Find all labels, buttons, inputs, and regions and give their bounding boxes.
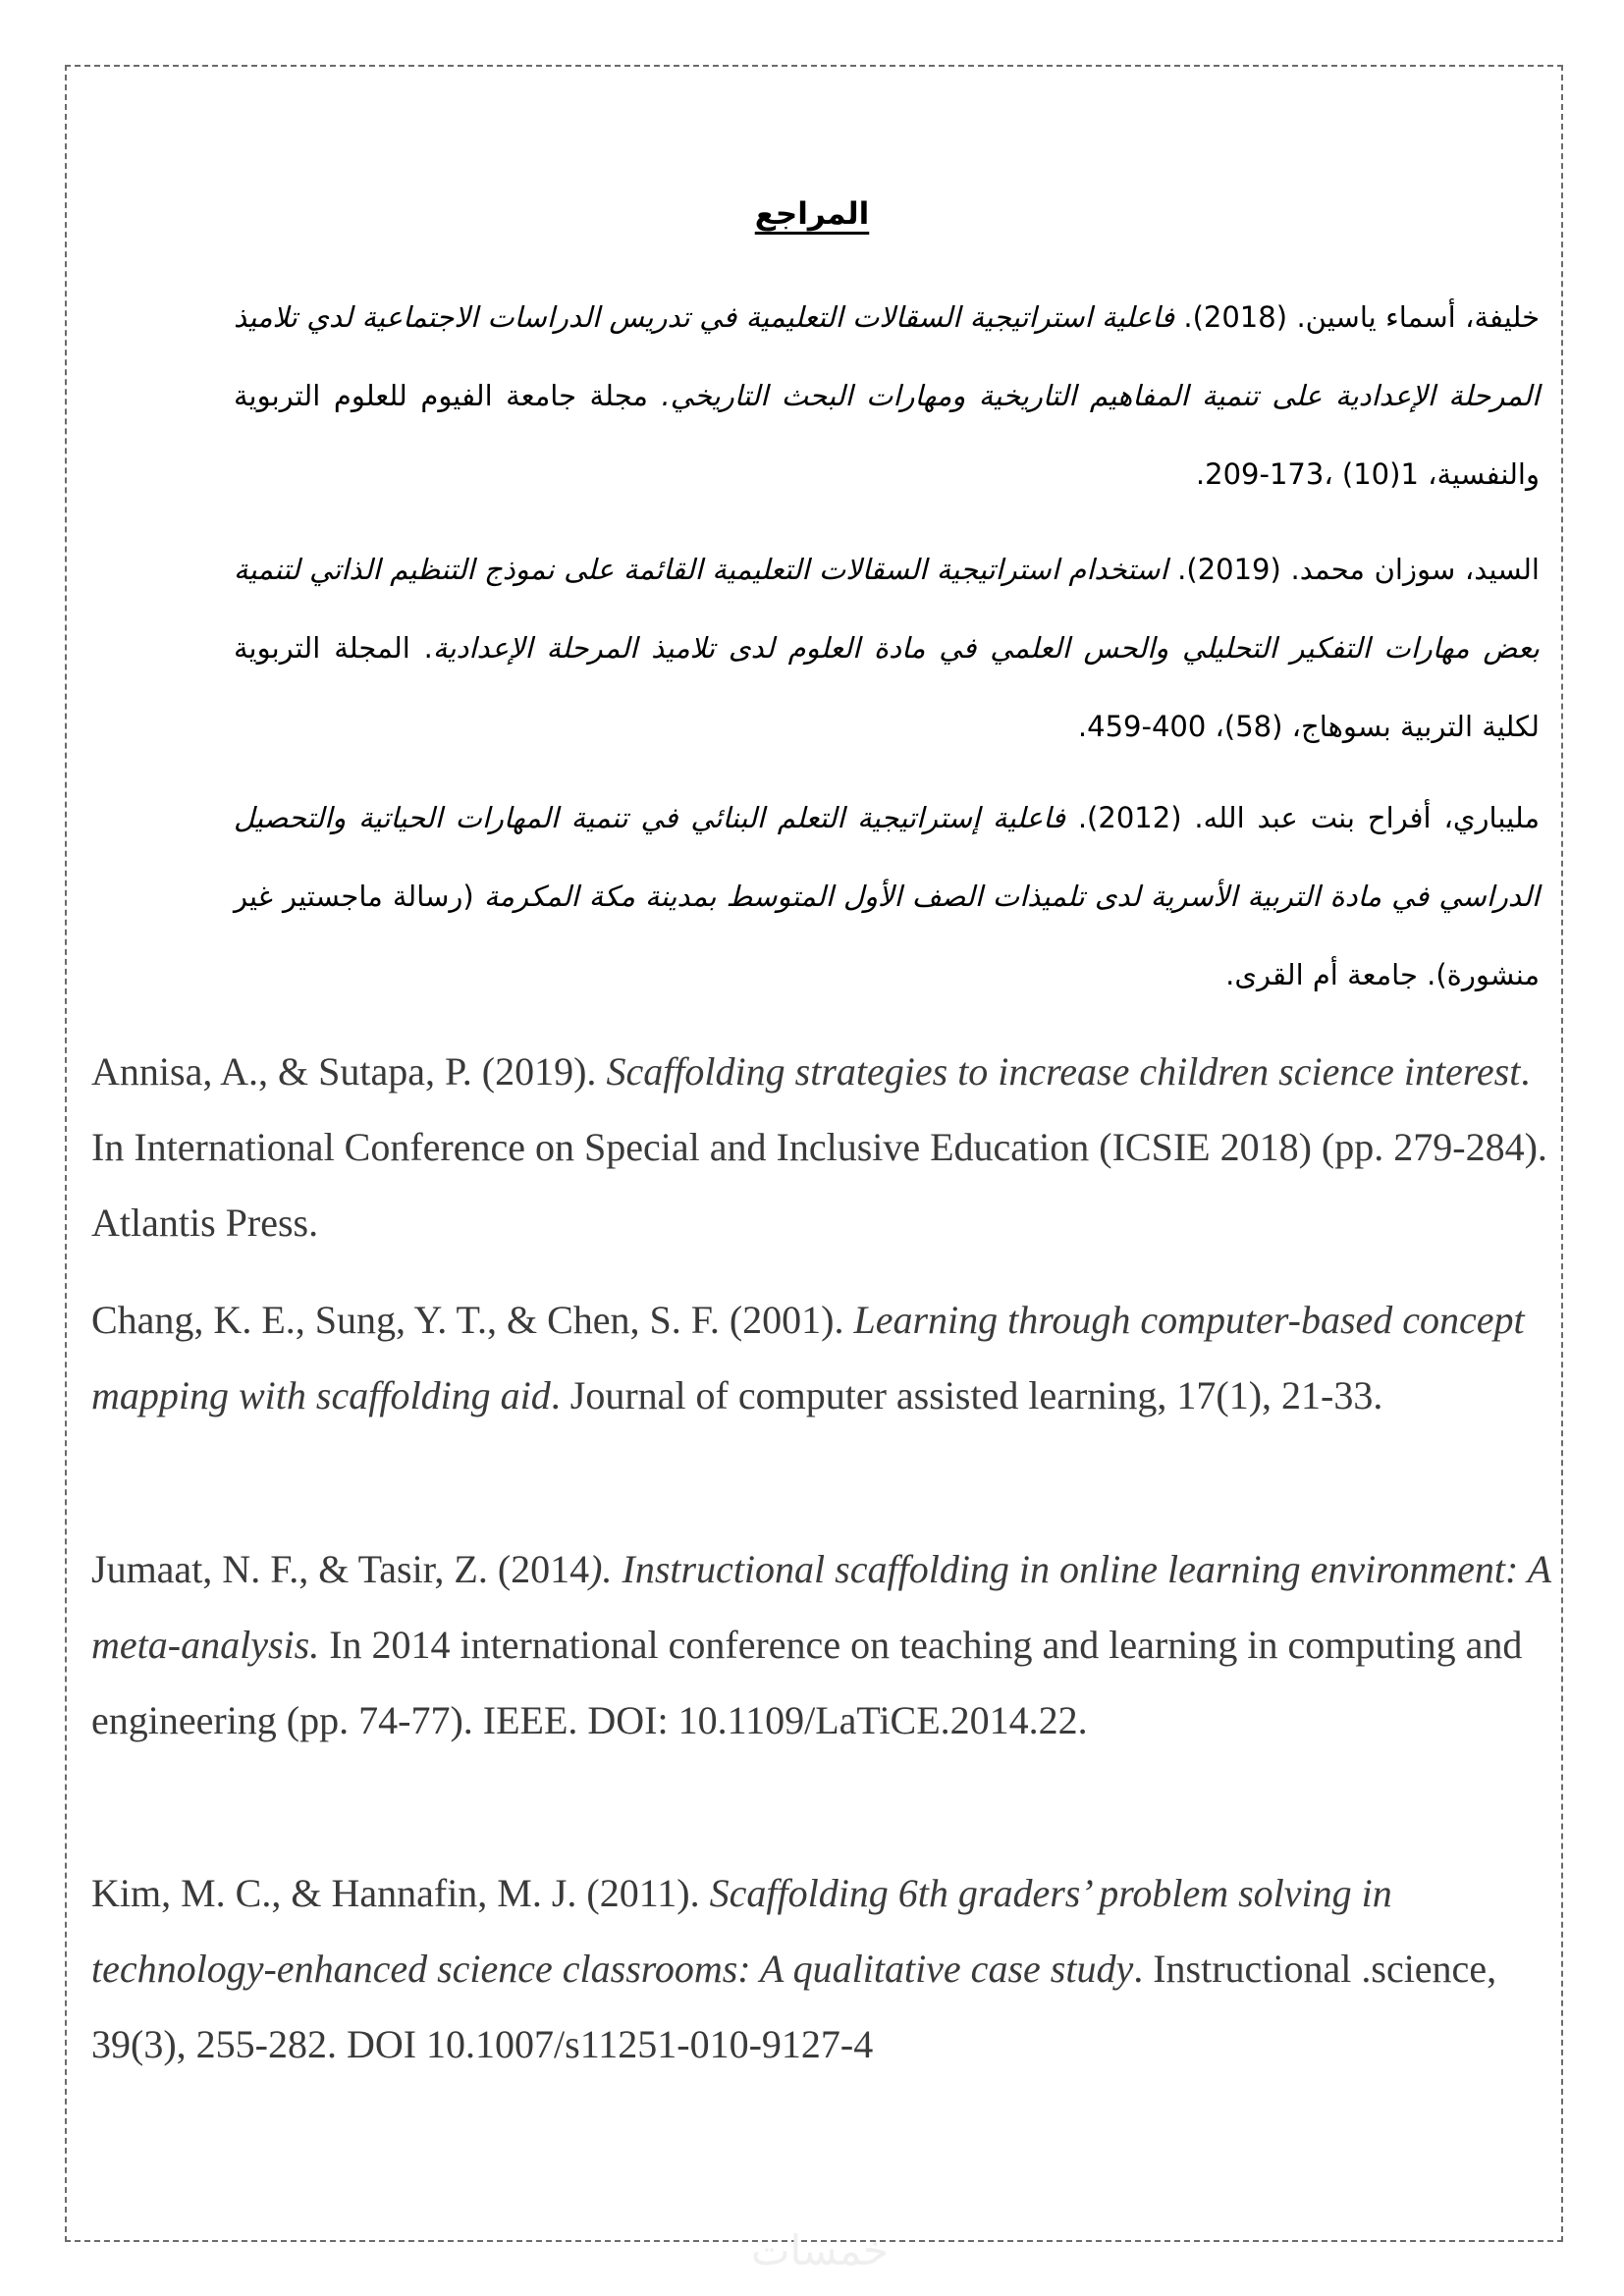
reference-source: (رسالة ماجستير غير منشورة). جامعة أم القرى.: [234, 880, 1540, 991]
reference-author: مليباري، أفراح بنت عبد الله.: [1194, 801, 1541, 834]
reference-title: فاعلية إستراتيجية التعلم البنائي في تنمية المهارات الحياتية والتحصيل الدراسي في مادة التربية الأسرية لدى تلميذات الصف الأول المتوسط بمدينة مكة المكرمة: [234, 801, 1540, 913]
reference-source: . In International Conference on Special and Inclusive Education (ICSIE 2018) (pp. 279-284). Atlantis Press.: [91, 1049, 1547, 1245]
references-heading: المراجع: [754, 196, 870, 232]
reference-source: مجلة جامعة الفيوم للعلوم التربوية والنفسية، 1(10) ،173-209.: [234, 379, 1540, 491]
reference-year: (2019).: [1177, 553, 1281, 586]
reference-author: السيد، سوزان محمد.: [1290, 553, 1540, 586]
english-reference-1: [91, 1034, 1564, 1260]
arabic-reference-2: [234, 530, 1540, 766]
khamsat-watermark: خمسات: [750, 2226, 890, 2274]
arabic-reference-3: [234, 778, 1540, 1014]
reference-authors-year: Annisa, A., & Sutapa, P. (2019).: [91, 1049, 607, 1094]
reference-title: Scaffolding 6th graders’ problem solving in technology-enhanced science classrooms: A qualitative case study: [91, 1871, 1392, 1991]
reference-title: ). Instructional scaffolding in online learning environment: A meta-analysis.: [91, 1547, 1551, 1667]
english-reference-4: [91, 1855, 1564, 2082]
reference-source: . المجلة التربوية لكلية التربية بسوهاج، (58)، 400-459.: [234, 631, 1540, 743]
reference-title: Learning through computer-based concept mapping with scaffolding aid: [91, 1298, 1525, 1417]
reference-authors-year: Chang, K. E., Sung, Y. T., & Chen, S. F. (2001).: [91, 1298, 854, 1342]
reference-year: (2012).: [1077, 801, 1182, 834]
reference-source: . Instructional .science, 39(3), 255-282. DOI 10.1007/s11251-010-9127-4: [91, 1947, 1497, 2066]
reference-year: (2018).: [1183, 300, 1288, 334]
english-reference-3: [91, 1531, 1564, 1758]
reference-source: In 2014 international conference on teaching and learning in computing and engineering (pp. 74-77). IEEE. DOI: 10.1109/LaTiCE.2014.22.: [91, 1623, 1523, 1742]
arabic-reference-1: [234, 278, 1540, 513]
reference-authors-year: Jumaat, N. F., & Tasir, Z. (2014: [91, 1547, 590, 1591]
reference-title: فاعلية استراتيجية السقالات التعليمية في تدريس الدراسات الاجتماعية لدي تلاميذ المرحلة الإعدادية على تنمية المفاهيم التاريخية ومهارات البحث التاريخي.: [234, 300, 1541, 412]
reference-authors-year: Kim, M. C., & Hannafin, M. J. (2011).: [91, 1871, 710, 1915]
reference-title: استخدام استراتيجية السقالات التعليمية القائمة على نموذج التنظيم الذاتي لتنمية بعض مهارات التفكير التحليلي والحس العلمي في مادة العلوم لدى تلاميذ المرحلة الإعدادية: [234, 553, 1541, 665]
reference-title: Scaffolding strategies to increase children science interest: [606, 1049, 1521, 1094]
reference-source: . Journal of computer assisted learning, 17(1), 21-33.: [550, 1373, 1383, 1417]
english-reference-2: [91, 1282, 1564, 1433]
reference-author: خليفة، أسماء ياسين.: [1296, 300, 1541, 334]
